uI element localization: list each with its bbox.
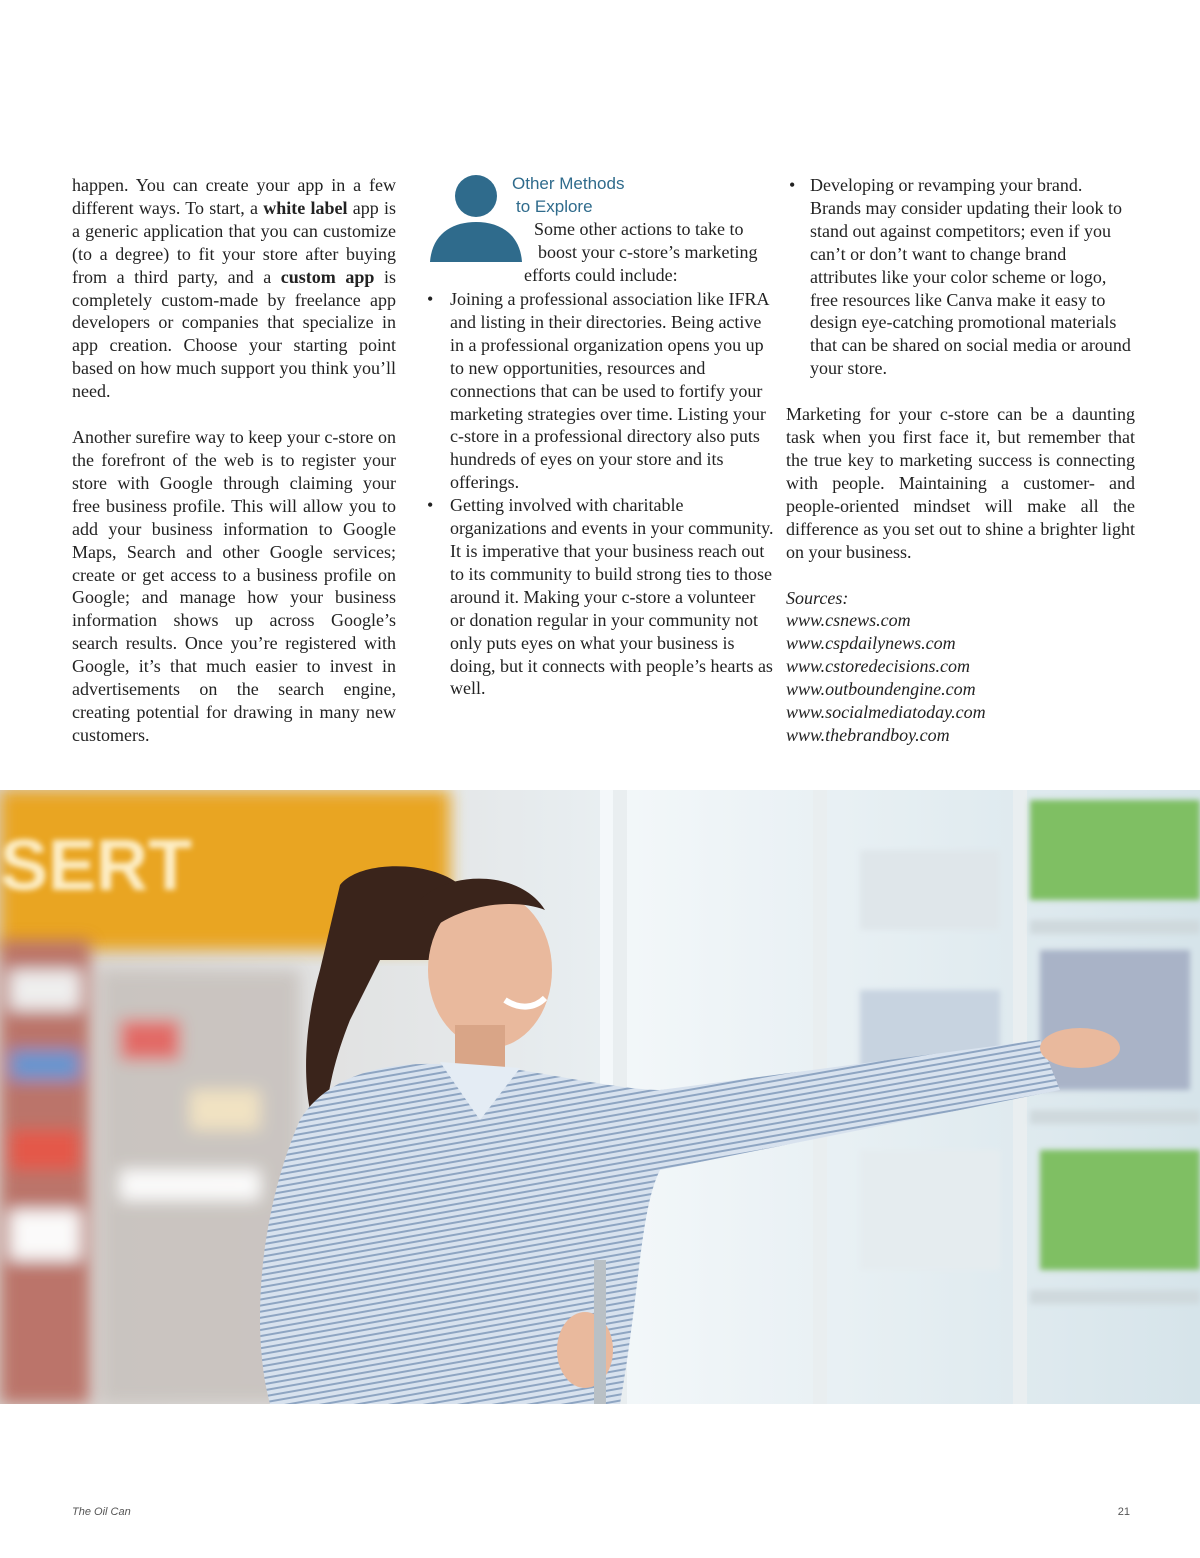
paragraph-app-options: happen. You can create your app in a few different ways. To start, a white label app is a generic application that you can customize (to a degree) to fit your store after buying from a third party, and a custom app is completely custom-made by freelance app developers or companies that specialize in app creation. Choose your starting point based on how much support you think you’ll need. — [72, 175, 397, 402]
store-sign-text: SERT — [0, 826, 193, 906]
column-left — [72, 174, 396, 747]
term-custom-app: custom app — [280, 266, 375, 287]
column-right — [786, 174, 1135, 747]
source-link[interactable]: www.thebrandboy.com — [786, 724, 950, 745]
list-item: • Developing or revamping your brand. Brands may consider updating their look to stand out against competitors; even if you can’t or don’t want to change brand attributes like your color scheme or logo, free resources like Canva make it easy to design eye-catching promotional materials that can be shared on social media or around your store. — [786, 174, 1135, 380]
sources-label: Sources: — [786, 587, 849, 608]
source-link[interactable]: www.csnews.com — [786, 610, 911, 631]
heading-line-1: Other Methods — [512, 174, 625, 193]
page-number: 21 — [1117, 1506, 1130, 1518]
source-link[interactable]: www.cstoredecisions.com — [786, 656, 970, 677]
paragraph-google-profile: Another surefire way to keep your c-store on the forefront of the web is to register your store with Google through claiming your free business profile. This will allow you to add your business information to Google Maps, Search and other Google services; create or get access to a business profile on Google; and manage how your business information shows up across Google’s search results. Once you’re registered with Google, it’s that much easier to invest in advertisements on the search engine, creating potential for drawing in many new customers. — [72, 427, 396, 745]
sidebar-heading — [512, 172, 624, 218]
source-link[interactable]: www.outboundengine.com — [786, 679, 976, 700]
heading-line-2: to Explore — [516, 197, 593, 216]
paragraph-conclusion: Marketing for your c-store can be a daunting task when you first face it, but remember that the true key to marketing success is connecting with people. Maintaining a customer- and people-oriented mindset will make all the difference as you set out to shine a brighter light on your business. — [786, 404, 1135, 562]
publication-name: The Oil Can — [72, 1506, 131, 1518]
brand-list — [786, 174, 1135, 380]
source-link[interactable]: www.socialmediatoday.com — [786, 702, 986, 723]
list-item: • Getting involved with charitable organizations and events in your community. It is imperative that your business reach out to its community to build strong ties to those around it. Making your c-store a volunteer or donation regular in your community not only puts eyes on what your business is doing, but it connects with people’s hearts as well. — [424, 494, 774, 700]
source-link[interactable]: www.cspdailynews.com — [786, 633, 956, 654]
term-white-label: white label — [263, 197, 348, 218]
sidebar-intro: Some other actions to take to boost your c-store’s marketing efforts could include: — [524, 219, 758, 285]
shopper-illustration — [0, 790, 1200, 1404]
store-photo — [0, 790, 1200, 1404]
sources-block — [786, 587, 1135, 747]
methods-list — [424, 288, 774, 700]
column-middle — [424, 288, 774, 700]
list-item: • Joining a professional association like IFRA and listing in their directories. Being active in a professional organization opens you up to new opportunities, resources and connections that can be used to fortify your marketing strategies over time. Listing your c-store in a professional directory also puts hundreds of eyes on your store and its offerings. — [424, 288, 774, 494]
